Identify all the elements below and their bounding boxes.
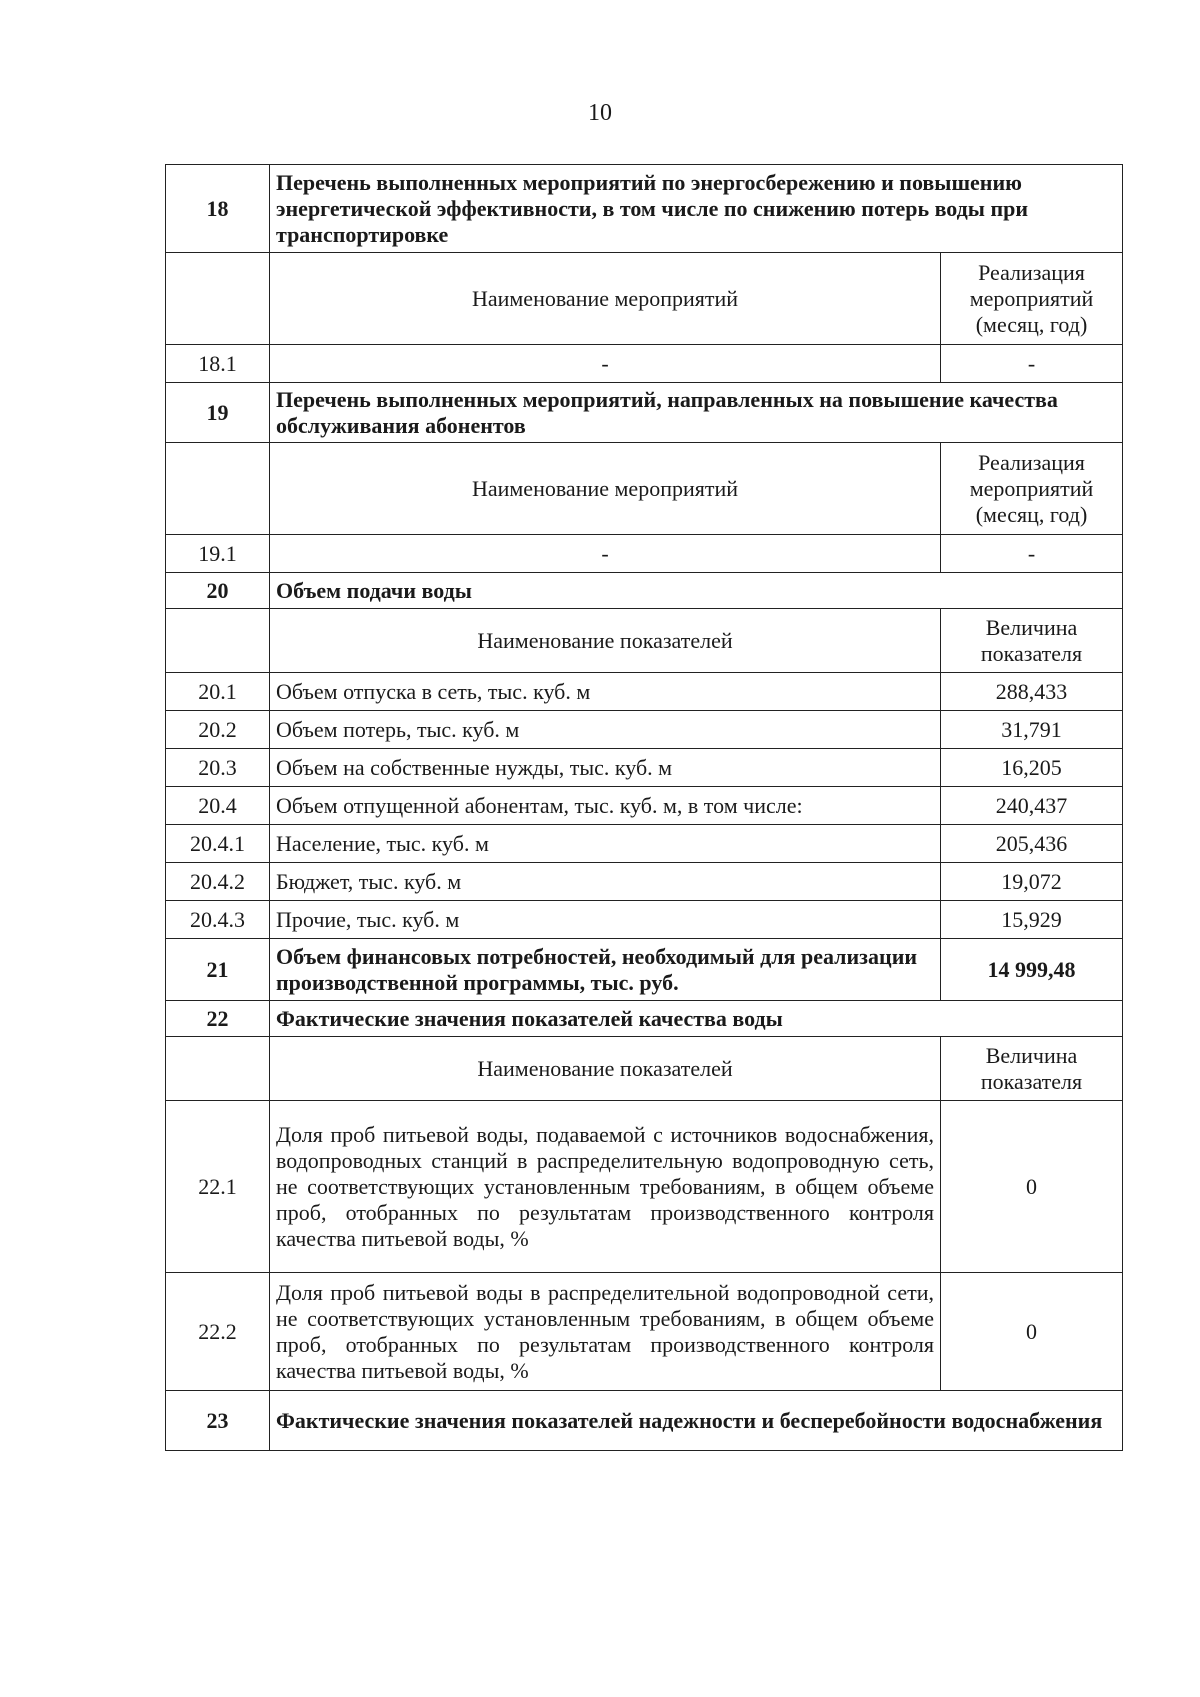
table-row xyxy=(166,863,1123,901)
row-number: 19.1 xyxy=(166,535,270,573)
row-value: - xyxy=(941,535,1123,573)
row-value: - xyxy=(941,345,1123,383)
section-number: 18 xyxy=(166,165,270,253)
row-value: 0 xyxy=(941,1101,1123,1273)
column-header-row xyxy=(166,1037,1123,1101)
column-header-value: Реализация мероприятий (месяц, год) xyxy=(941,443,1123,535)
table-row xyxy=(166,749,1123,787)
section-title: Объем финансовых потребностей, необходимый для реализации производственной программы, тыс. руб. xyxy=(270,939,941,1001)
row-name: Объем на собственные нужды, тыс. куб. м xyxy=(270,749,941,787)
page-number: 10 xyxy=(588,100,612,126)
row-number: 22.2 xyxy=(166,1273,270,1391)
section-number: 19 xyxy=(166,383,270,443)
table-row xyxy=(166,711,1123,749)
row-name: Объем потерь, тыс. куб. м xyxy=(270,711,941,749)
row-name: Доля проб питьевой воды, подаваемой с источников водоснабжения, водопроводных станций в распределительную водопроводную сеть, не соответствующих установленным требованиям, в общем объеме проб, отобранных по результатам производственного контроля качества питьевой воды, % xyxy=(270,1101,941,1273)
row-number: 20.2 xyxy=(166,711,270,749)
section-title: Перечень выполненных мероприятий по энергосбережению и повышению энергетической эффективности, в том числе по снижению потерь воды при транспортировке xyxy=(270,165,1123,253)
column-header-row xyxy=(166,609,1123,673)
row-number: 20.4.2 xyxy=(166,863,270,901)
column-header-value: Величина показателя xyxy=(941,609,1123,673)
row-number: 20.4.1 xyxy=(166,825,270,863)
section-number: 21 xyxy=(166,939,270,1001)
section-18-header xyxy=(166,165,1123,253)
row-value: 0 xyxy=(941,1273,1123,1391)
column-header-value: Величина показателя xyxy=(941,1037,1123,1101)
row-number: 20.4 xyxy=(166,787,270,825)
report-table xyxy=(165,164,1123,1451)
table-row xyxy=(166,1101,1123,1273)
row-value: 19,072 xyxy=(941,863,1123,901)
column-header-row xyxy=(166,443,1123,535)
row-name: - xyxy=(270,345,941,383)
column-header-name: Наименование показателей xyxy=(270,609,941,673)
section-number: 23 xyxy=(166,1391,270,1451)
section-19-header xyxy=(166,383,1123,443)
row-name: Население, тыс. куб. м xyxy=(270,825,941,863)
section-number: 22 xyxy=(166,1001,270,1037)
row-value: 15,929 xyxy=(941,901,1123,939)
row-value: 288,433 xyxy=(941,673,1123,711)
row-name: - xyxy=(270,535,941,573)
section-title: Фактические значения показателей надежности и бесперебойности водоснабжения xyxy=(270,1391,1123,1451)
row-number: 20.3 xyxy=(166,749,270,787)
table-row xyxy=(166,1273,1123,1391)
table-row xyxy=(166,825,1123,863)
empty-cell xyxy=(166,1037,270,1101)
row-name: Объем отпуска в сеть, тыс. куб. м xyxy=(270,673,941,711)
empty-cell xyxy=(166,253,270,345)
row-number: 18.1 xyxy=(166,345,270,383)
row-value: 16,205 xyxy=(941,749,1123,787)
section-title: Объем подачи воды xyxy=(270,573,1123,609)
row-value: 31,791 xyxy=(941,711,1123,749)
column-header-value: Реализация мероприятий (месяц, год) xyxy=(941,253,1123,345)
empty-cell xyxy=(166,443,270,535)
table-row xyxy=(166,901,1123,939)
table-row xyxy=(166,535,1123,573)
section-20-header xyxy=(166,573,1123,609)
row-name: Объем отпущенной абонентам, тыс. куб. м, в том числе: xyxy=(270,787,941,825)
row-name: Бюджет, тыс. куб. м xyxy=(270,863,941,901)
row-number: 20.4.3 xyxy=(166,901,270,939)
row-number: 20.1 xyxy=(166,673,270,711)
row-name: Прочие, тыс. куб. м xyxy=(270,901,941,939)
table-row xyxy=(166,345,1123,383)
row-number: 22.1 xyxy=(166,1101,270,1273)
section-number: 20 xyxy=(166,573,270,609)
row-name: Доля проб питьевой воды в распределительной водопроводной сети, не соответствующих установленным требованиям, в общем объеме проб, отобранных по результатам производственного контроля качества питьевой воды, % xyxy=(270,1273,941,1391)
section-21-row xyxy=(166,939,1123,1001)
section-23-header xyxy=(166,1391,1123,1451)
row-value: 205,436 xyxy=(941,825,1123,863)
column-header-name: Наименование показателей xyxy=(270,1037,941,1101)
empty-cell xyxy=(166,609,270,673)
section-22-header xyxy=(166,1001,1123,1037)
column-header-row xyxy=(166,253,1123,345)
section-value: 14 999,48 xyxy=(941,939,1123,1001)
section-title: Перечень выполненных мероприятий, направленных на повышение качества обслуживания абонентов xyxy=(270,383,1123,443)
column-header-name: Наименование мероприятий xyxy=(270,253,941,345)
row-value: 240,437 xyxy=(941,787,1123,825)
table-row xyxy=(166,673,1123,711)
table-row xyxy=(166,787,1123,825)
section-title: Фактические значения показателей качества воды xyxy=(270,1001,1123,1037)
column-header-name: Наименование мероприятий xyxy=(270,443,941,535)
